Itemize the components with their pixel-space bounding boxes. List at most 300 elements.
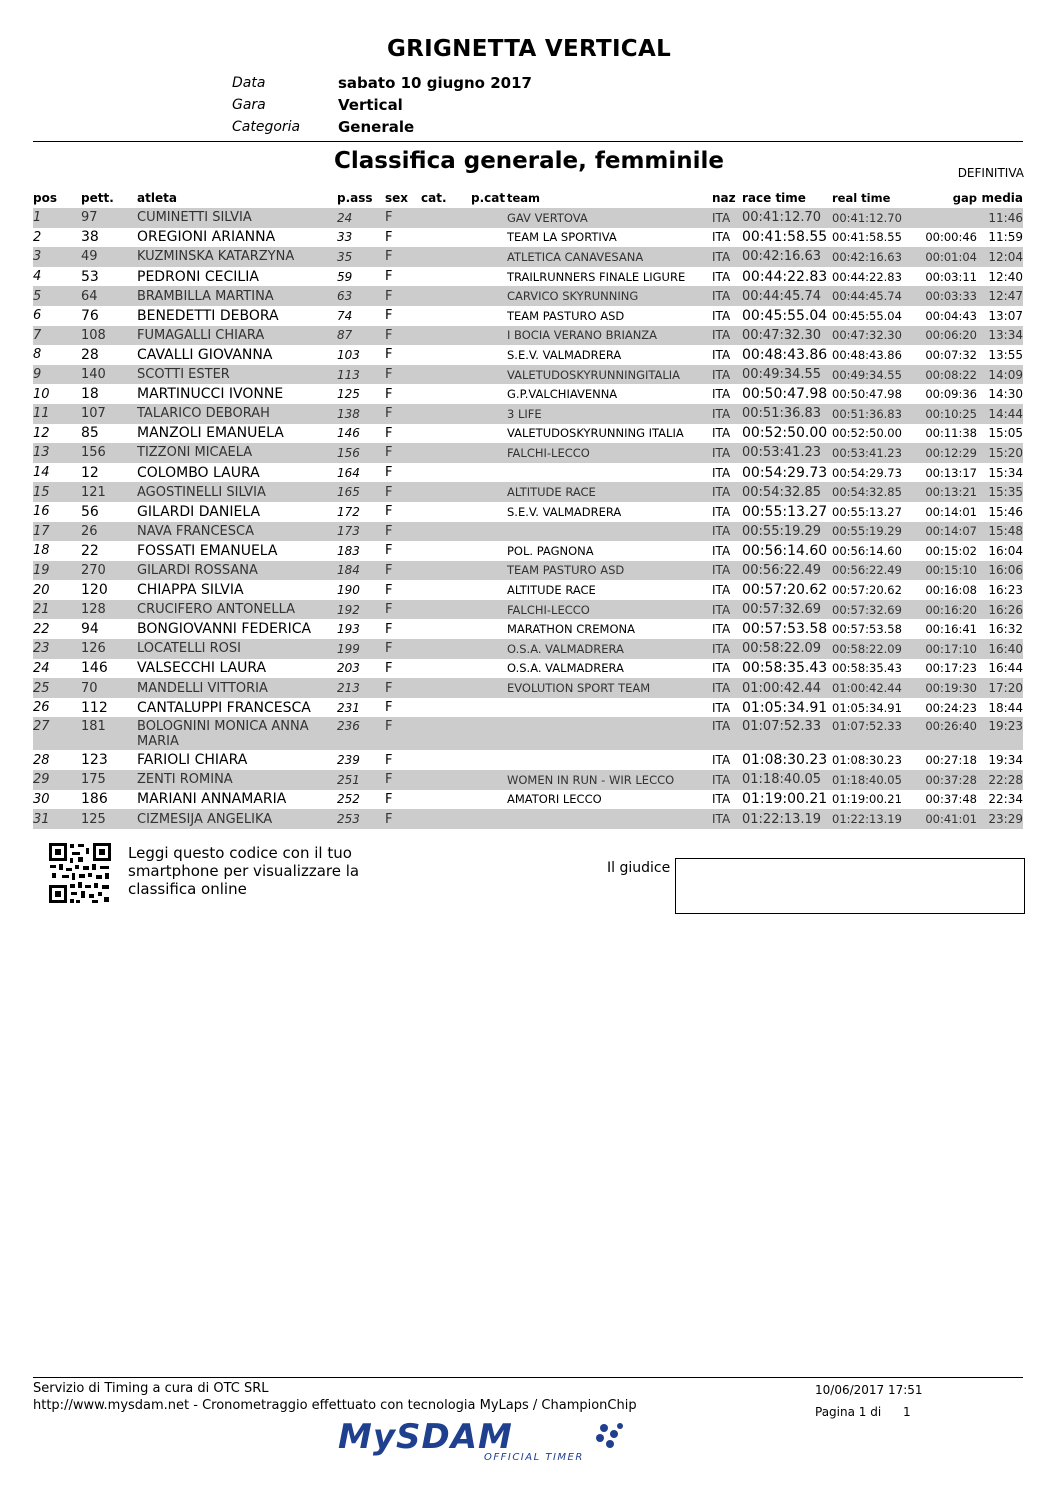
cell-race-time: 00:52:50.00: [742, 425, 828, 442]
cell-sex: F: [385, 386, 393, 402]
cell-gap: 00:03:11: [925, 269, 977, 284]
cell-sex: F: [385, 660, 393, 676]
cell-team: VALETUDOSKYRUNNING ITALIA: [507, 426, 684, 441]
cell-bib: 270: [81, 562, 106, 578]
cell-bib: 126: [81, 641, 106, 657]
cell-real-time: 01:07:52.33: [832, 719, 902, 734]
column-header-bib: pett.: [81, 191, 114, 205]
cell-pace: 15:05: [988, 426, 1023, 441]
cell-pace: 14:30: [988, 387, 1023, 402]
cell-nation: ITA: [712, 445, 731, 460]
cell-race-time: 00:58:35.43: [742, 660, 828, 677]
footer-datetime: 10/06/2017 17:51: [815, 1383, 923, 1397]
cell-real-time: 00:49:34.55: [832, 367, 902, 382]
table-row: [33, 404, 1023, 424]
cell-real-time: 00:57:20.62: [832, 583, 902, 598]
cell-team: ALTITUDE RACE: [507, 583, 596, 598]
cell-pace: 14:09: [988, 367, 1023, 382]
table-row: [33, 522, 1023, 542]
cell-pace: 19:23: [988, 719, 1023, 734]
cell-overall-pos: 184: [337, 563, 360, 578]
cell-gap: 00:12:29: [925, 445, 977, 460]
cell-pos: 26: [33, 700, 50, 716]
cell-nation: ITA: [712, 681, 731, 696]
cell-overall-pos: 239: [337, 753, 360, 768]
cell-sex: F: [385, 465, 393, 481]
cell-nation: ITA: [712, 622, 731, 637]
status-badge: DEFINITIVA: [957, 166, 1024, 180]
cell-athlete: MANZOLI EMANUELA: [137, 425, 284, 442]
cell-real-time: 00:41:58.55: [832, 230, 902, 245]
cell-overall-pos: 213: [337, 681, 360, 696]
cell-nation: ITA: [712, 719, 731, 734]
cell-bib: 140: [81, 367, 106, 383]
cell-pos: 22: [33, 621, 50, 637]
page-total: 1: [903, 1405, 911, 1419]
cell-bib: 94: [81, 621, 99, 638]
cell-race-time: 00:57:53.58: [742, 621, 828, 638]
logo-tagline: OFFICIAL TIMER: [484, 1452, 584, 1462]
cell-sex: F: [385, 811, 393, 827]
cell-pos: 12: [33, 425, 50, 441]
cell-pos: 31: [33, 811, 50, 827]
cell-sex: F: [385, 700, 393, 716]
cell-pace: 13:34: [988, 328, 1023, 343]
cell-sex: F: [385, 719, 393, 735]
cell-athlete: KUZMINSKA KATARZYNA: [137, 249, 295, 265]
cell-nation: ITA: [712, 661, 731, 676]
column-header-real-time: real time: [832, 191, 891, 205]
cell-real-time: 01:18:40.05: [832, 772, 902, 787]
cell-nation: ITA: [712, 563, 731, 578]
cell-nation: ITA: [712, 249, 731, 264]
cell-bib: 121: [81, 484, 106, 500]
cell-gap: 00:00:46: [925, 230, 977, 245]
judge-label: Il giudice: [607, 860, 671, 876]
cell-pace: 17:20: [988, 681, 1023, 696]
cell-athlete: BRAMBILLA MARTINA: [137, 288, 274, 304]
cell-pos: 8: [33, 347, 42, 363]
cell-athlete: FUMAGALLI CHIARA: [137, 327, 265, 343]
cell-pace: 15:20: [988, 445, 1023, 460]
cell-real-time: 00:53:41.23: [832, 445, 902, 460]
cell-gap: 00:37:48: [925, 792, 977, 807]
cell-gap: 00:16:41: [925, 622, 977, 637]
cell-race-time: 00:57:20.62: [742, 582, 828, 599]
qr-instructions: Leggi questo codice con il tuo smartphone per visualizzare la classifica online: [128, 844, 360, 898]
cell-nation: ITA: [712, 406, 731, 421]
table-row: [33, 463, 1023, 483]
cell-category-pos: [471, 717, 507, 719]
cell-gap: 00:14:07: [925, 524, 977, 539]
column-header-race-time: race time: [742, 191, 806, 205]
cell-nation: ITA: [712, 583, 731, 598]
cell-athlete: BONGIOVANNI FEDERICA: [137, 621, 312, 638]
cell-sex: F: [385, 484, 393, 500]
cell-race-time: 00:44:22.83: [742, 268, 828, 285]
cell-pos: 24: [33, 660, 50, 676]
cell-athlete: MARIANI ANNAMARIA: [137, 791, 287, 808]
cell-real-time: 00:58:35.43: [832, 661, 902, 676]
header-divider: [33, 141, 1023, 142]
cell-pace: 12:40: [988, 269, 1023, 284]
cell-gap: 00:37:28: [925, 772, 977, 787]
cell-sex: F: [385, 425, 393, 441]
cell-athlete: ZENTI ROMINA: [137, 772, 233, 788]
cell-overall-pos: 172: [337, 504, 360, 519]
cell-pos: 14: [33, 465, 50, 481]
cell-pace: 22:28: [988, 772, 1023, 787]
cell-pos: 2: [33, 229, 42, 245]
cell-pos: 21: [33, 602, 50, 618]
cell-overall-pos: 252: [337, 792, 360, 807]
cell-gap: 00:11:38: [925, 426, 977, 441]
cell-bib: 146: [81, 660, 108, 677]
table-row: [33, 541, 1023, 561]
cell-overall-pos: 190: [337, 583, 360, 598]
cell-team: FALCHI-LECCO: [507, 602, 590, 617]
cell-sex: F: [385, 641, 393, 657]
column-header-pos: pos: [33, 191, 57, 205]
cell-nation: ITA: [712, 485, 731, 500]
cell-overall-pos: 231: [337, 700, 360, 715]
column-header-pace: media: [981, 191, 1023, 205]
cell-sex: F: [385, 406, 393, 422]
cell-nation: ITA: [712, 792, 731, 807]
cell-sex: F: [385, 752, 393, 768]
cell-race-time: 00:54:32.85: [742, 484, 822, 500]
cell-athlete: TALARICO DEBORAH: [137, 406, 270, 422]
cell-sex: F: [385, 582, 393, 598]
cell-sex: F: [385, 680, 393, 696]
cell-race-time: 01:08:30.23: [742, 752, 828, 769]
cell-real-time: 00:57:53.58: [832, 622, 902, 637]
cell-sex: F: [385, 523, 393, 539]
table-row: [33, 809, 1023, 829]
cell-nation: ITA: [712, 524, 731, 539]
cell-bib: 108: [81, 327, 106, 343]
meta-value: Generale: [338, 118, 415, 136]
cell-pos: 11: [33, 406, 50, 422]
cell-real-time: 00:58:22.09: [832, 641, 902, 656]
cell-race-time: 01:19:00.21: [742, 791, 828, 808]
cell-gap: 00:24:23: [925, 700, 977, 715]
cell-bib: 120: [81, 582, 108, 599]
table-row: [33, 345, 1023, 365]
cell-gap: 00:16:08: [925, 583, 977, 598]
cell-overall-pos: 183: [337, 543, 360, 558]
cell-team: MARATHON CREMONA: [507, 622, 635, 637]
cell-pace: 12:04: [988, 249, 1023, 264]
table-row: [33, 750, 1023, 770]
cell-gap: 00:17:10: [925, 641, 977, 656]
cell-bib: 56: [81, 503, 99, 520]
cell-bib: 123: [81, 752, 108, 769]
cell-bib: 85: [81, 425, 99, 442]
table-row: [33, 306, 1023, 326]
cell-pace: 12:47: [988, 289, 1023, 304]
cell-gap: 00:13:21: [925, 485, 977, 500]
meta-value: Vertical: [338, 96, 403, 114]
cell-athlete: CRUCIFERO ANTONELLA: [137, 602, 296, 618]
cell-bib: 156: [81, 445, 106, 461]
cell-pace: 11:46: [988, 210, 1023, 225]
cell-race-time: 00:54:29.73: [742, 464, 828, 481]
cell-pos: 25: [33, 680, 50, 696]
cell-bib: 28: [81, 346, 99, 363]
page-title: GRIGNETTA VERTICAL: [386, 36, 672, 62]
cell-bib: 76: [81, 307, 99, 324]
table-row: [33, 561, 1023, 581]
cell-team: O.S.A. VALMADRERA: [507, 661, 624, 676]
cell-real-time: 01:05:34.91: [832, 700, 902, 715]
cell-pos: 18: [33, 543, 50, 559]
cell-team: AMATORI LECCO: [507, 792, 602, 807]
cell-real-time: 01:08:30.23: [832, 753, 902, 768]
meta-label: Categoria: [232, 119, 301, 135]
cell-team: ATLETICA CANAVESANA: [507, 249, 644, 264]
cell-overall-pos: 165: [337, 485, 360, 500]
cell-bib: 26: [81, 523, 98, 539]
page-label: Pagina 1 di: [815, 1405, 882, 1419]
cell-athlete: PEDRONI CECILIA: [137, 268, 259, 285]
cell-real-time: 00:41:12.70: [832, 210, 902, 225]
column-header-category: cat.: [421, 191, 447, 205]
cell-real-time: 01:19:00.21: [832, 792, 902, 807]
cell-sex: F: [385, 327, 393, 343]
cell-athlete: BOLOGNINI MONICA ANNA MARIA: [137, 719, 309, 750]
cell-pos: 9: [33, 367, 42, 383]
cell-pace: 16:44: [988, 661, 1023, 676]
cell-overall-pos: 35: [337, 249, 353, 264]
cell-athlete: CANTALUPPI FRANCESCA: [137, 699, 311, 716]
cell-pos: 1: [33, 210, 42, 226]
cell-gap: 00:04:43: [925, 308, 977, 323]
cell-bib: 53: [81, 268, 99, 285]
cell-race-time: 01:00:42.44: [742, 680, 822, 696]
cell-real-time: 00:54:32.85: [832, 485, 902, 500]
cell-gap: 00:06:20: [925, 328, 977, 343]
table-row: [33, 326, 1023, 346]
cell-team: FALCHI-LECCO: [507, 445, 590, 460]
table-row: [33, 639, 1023, 659]
cell-nation: ITA: [712, 230, 731, 245]
cell-bib: 128: [81, 602, 106, 618]
cell-team: [507, 717, 712, 719]
cell-bib: 18: [81, 386, 99, 403]
cell-pace: 16:32: [988, 622, 1023, 637]
cell-athlete: LOCATELLI ROSI: [137, 641, 241, 657]
cell-bib: 125: [81, 811, 106, 827]
cell-nation: ITA: [712, 308, 731, 323]
qr-code-icon[interactable]: [48, 842, 112, 904]
cell-real-time: 00:44:45.74: [832, 289, 902, 304]
cell-sex: F: [385, 210, 393, 226]
cell-pos: 13: [33, 445, 50, 461]
cell-team: S.E.V. VALMADRERA: [507, 347, 622, 362]
cell-overall-pos: 138: [337, 406, 360, 421]
cell-pace: 16:04: [988, 543, 1023, 558]
cell-athlete: TIZZONI MICAELA: [137, 445, 253, 461]
table-row: [33, 424, 1023, 444]
cell-race-time: 00:42:16.63: [742, 249, 822, 265]
cell-nation: ITA: [712, 269, 731, 284]
cell-athlete: CHIAPPA SILVIA: [137, 582, 244, 599]
cell-real-time: 00:54:29.73: [832, 465, 902, 480]
cell-gap: 00:27:18: [925, 753, 977, 768]
cell-pos: 6: [33, 308, 42, 324]
cell-real-time: 00:48:43.86: [832, 347, 902, 362]
cell-category: [421, 717, 471, 719]
footer-website-link[interactable]: http://www.mysdam.net - Cronometraggio effettuato con tecnologia MyLaps / ChampionChip: [33, 1398, 637, 1413]
cell-nation: ITA: [712, 465, 731, 480]
cell-race-time: 00:56:22.49: [742, 562, 822, 578]
cell-nation: ITA: [712, 753, 731, 768]
cell-gap: 00:09:36: [925, 387, 977, 402]
cell-gap: 00:08:22: [925, 367, 977, 382]
cell-athlete: FARIOLI CHIARA: [137, 752, 248, 769]
cell-overall-pos: 74: [337, 308, 353, 323]
cell-team: CARVICO SKYRUNNING: [507, 289, 639, 304]
cell-team: S.E.V. VALMADRERA: [507, 504, 622, 519]
column-header-category-pos: p.cat: [471, 191, 506, 205]
cell-overall-pos: 63: [337, 289, 353, 304]
cell-nation: ITA: [712, 387, 731, 402]
cell-athlete: CIZMESIJA ANGELIKA: [137, 811, 273, 827]
cell-pos: 5: [33, 288, 42, 304]
column-header-sex: sex: [385, 191, 409, 205]
cell-pace: 16:06: [988, 563, 1023, 578]
cell-sex: F: [385, 791, 393, 807]
cell-bib: 186: [81, 791, 108, 808]
table-body: [33, 208, 1023, 829]
cell-bib: 64: [81, 288, 98, 304]
cell-bib: 22: [81, 542, 99, 559]
footer-divider: [33, 1377, 1023, 1378]
cell-overall-pos: 192: [337, 602, 360, 617]
meta-label: Data: [232, 75, 266, 91]
table-row: [33, 580, 1023, 600]
cell-pos: 3: [33, 249, 42, 265]
cell-overall-pos: 199: [337, 641, 360, 656]
cell-team: WOMEN IN RUN - WIR LECCO: [507, 772, 675, 787]
cell-bib: 107: [81, 406, 106, 422]
cell-race-time: 00:48:43.86: [742, 346, 828, 363]
cell-team: TEAM LA SPORTIVA: [507, 230, 617, 245]
cell-sex: F: [385, 249, 393, 265]
cell-race-time: 00:55:13.27: [742, 503, 828, 520]
cell-real-time: 00:45:55.04: [832, 308, 902, 323]
cell-sex: F: [385, 504, 393, 520]
cell-race-time: 00:47:32.30: [742, 327, 822, 343]
cell-gap: 00:41:01: [925, 812, 977, 827]
cell-overall-pos: 236: [337, 719, 360, 734]
cell-athlete: OREGIONI ARIANNA: [137, 229, 276, 246]
cell-pos: 28: [33, 752, 50, 768]
cell-pos: 4: [33, 269, 42, 285]
cell-real-time: 00:44:22.83: [832, 269, 902, 284]
cell-pos: 30: [33, 791, 50, 807]
footer-service: Servizio di Timing a cura di OTC SRL: [33, 1381, 269, 1396]
meta-value: sabato 10 giugno 2017: [338, 74, 532, 92]
cell-sex: F: [385, 621, 393, 637]
table-row: [33, 267, 1023, 287]
cell-pace: 15:35: [988, 485, 1023, 500]
cell-athlete: VALSECCHI LAURA: [137, 660, 267, 677]
cell-nation: ITA: [712, 210, 731, 225]
column-header-team: team: [507, 191, 541, 205]
cell-pos: 16: [33, 504, 50, 520]
cell-pos: 29: [33, 772, 50, 788]
cell-sex: F: [385, 308, 393, 324]
cell-nation: ITA: [712, 347, 731, 362]
cell-team: ALTITUDE RACE: [507, 485, 596, 500]
cell-athlete: CUMINETTI SILVIA: [137, 210, 252, 226]
cell-bib: 12: [81, 464, 99, 481]
cell-overall-pos: 103: [337, 347, 360, 362]
table-row: [33, 659, 1023, 679]
cell-gap: 00:15:10: [925, 563, 977, 578]
table-row: [33, 717, 1023, 750]
cell-gap: 00:19:30: [925, 681, 977, 696]
table-row: [33, 502, 1023, 522]
cell-real-time: 01:00:42.44: [832, 681, 902, 696]
table-row: [33, 228, 1023, 248]
cell-nation: ITA: [712, 426, 731, 441]
cell-sex: F: [385, 562, 393, 578]
table-row: [33, 247, 1023, 267]
cell-sex: F: [385, 543, 393, 559]
logo-wordmark: MySDAM: [338, 1418, 513, 1457]
cell-nation: ITA: [712, 641, 731, 656]
cell-race-time: 00:58:22.09: [742, 641, 822, 657]
cell-race-time: 01:22:13.19: [742, 811, 822, 827]
table-row: [33, 600, 1023, 620]
cell-overall-pos: 33: [337, 230, 353, 245]
cell-team: TRAILRUNNERS FINALE LIGURE: [507, 269, 686, 284]
cell-race-time: 00:55:19.29: [742, 523, 822, 539]
cell-overall-pos: 87: [337, 328, 353, 343]
cell-athlete: MANDELLI VITTORIA: [137, 680, 268, 696]
cell-race-time: 00:57:32.69: [742, 602, 822, 618]
cell-real-time: 00:55:13.27: [832, 504, 902, 519]
cell-athlete: NAVA FRANCESCA: [137, 523, 254, 539]
cell-athlete: GILARDI ROSSANA: [137, 562, 258, 578]
cell-sex: F: [385, 445, 393, 461]
cell-team: TEAM PASTURO ASD: [507, 308, 625, 323]
cell-athlete: COLOMBO LAURA: [137, 464, 260, 481]
cell-pace: 22:34: [988, 792, 1023, 807]
cell-race-time: 00:50:47.98: [742, 386, 828, 403]
cell-athlete: MARTINUCCI IVONNE: [137, 386, 284, 403]
cell-race-time: 00:49:34.55: [742, 367, 822, 383]
cell-real-time: 00:50:47.98: [832, 387, 902, 402]
cell-overall-pos: 24: [337, 210, 353, 225]
cell-race-time: 00:51:36.83: [742, 406, 822, 422]
cell-real-time: 00:56:22.49: [832, 563, 902, 578]
table-header: [33, 188, 1023, 208]
cell-team: G.P.VALCHIAVENNA: [507, 387, 618, 402]
column-header-overall-pos: p.ass: [337, 191, 373, 205]
cell-sex: F: [385, 269, 393, 285]
cell-team: EVOLUTION SPORT TEAM: [507, 681, 651, 696]
cell-pace: 19:34: [988, 753, 1023, 768]
meta-row-category: [232, 116, 532, 138]
table-row: [33, 286, 1023, 306]
cell-real-time: 01:22:13.19: [832, 812, 902, 827]
cell-sex: F: [385, 772, 393, 788]
cell-real-time: 00:42:16.63: [832, 249, 902, 264]
